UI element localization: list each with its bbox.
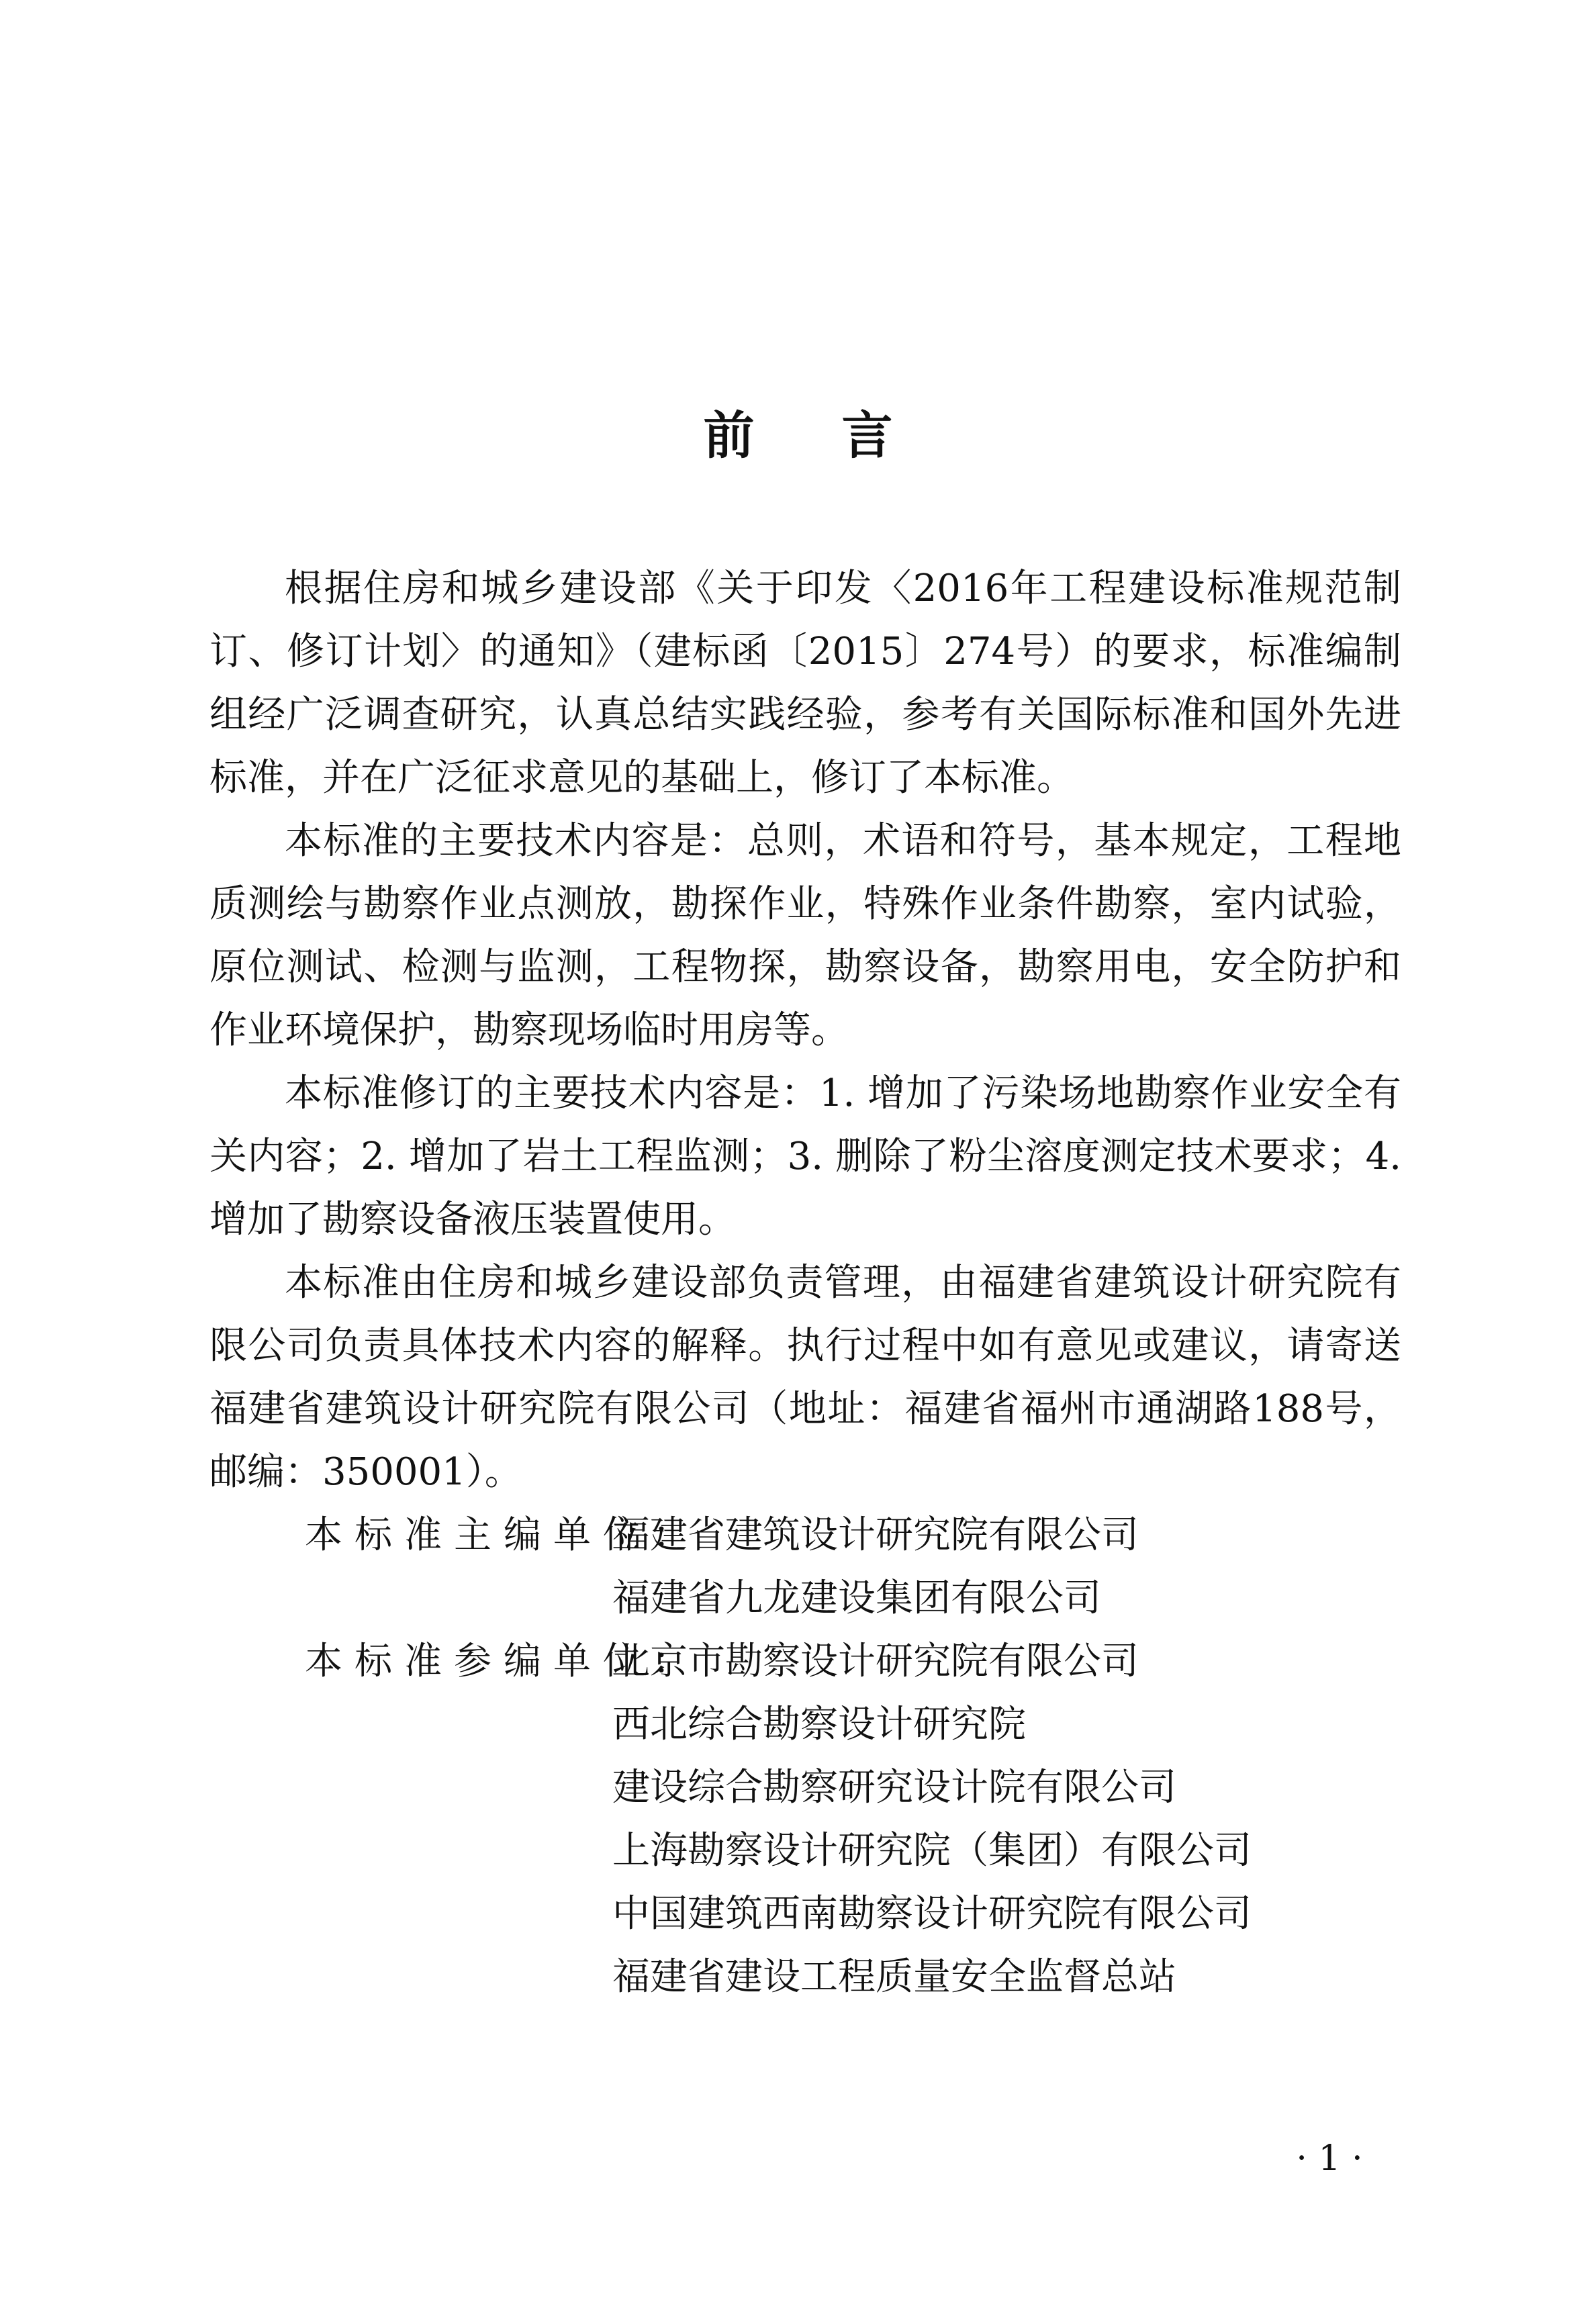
paragraph-revision-content: 本标准修订的主要技术内容是：1. 增加了污染场地勘察作业安全有关内容；2. 增加了岩土工程监测；3. 删除了粉尘溶度测定技术要求；4. 增加了勘察设备液压装置使用。 [209, 1072, 1401, 1241]
unit-item: 西北综合勘察设计研究院 [612, 1703, 1026, 1746]
unit-item: 北京市勘察设计研究院有限公司 [612, 1640, 1139, 1683]
unit-item: 上海勘察设计研究院（集团）有限公司 [612, 1829, 1252, 1873]
page-title: 前言 [703, 405, 980, 465]
chief-units [209, 1504, 1401, 1630]
drafting-units [209, 1504, 1401, 2009]
participating-units-label: 本标准参编单位： [305, 1640, 702, 1683]
participating-units-list [612, 1630, 1401, 2009]
unit-item: 福建省九龙建设集团有限公司 [612, 1576, 1101, 1620]
page-number: · 1 · [1296, 2138, 1363, 2179]
unit-item: 中国建筑西南勘察设计研究院有限公司 [612, 1892, 1252, 1936]
paragraph-basis: 根据住房和城乡建设部《关于印发〈2016年工程建设标准规范制订、修订计划〉的通知》（建标函〔2015〕274号）的要求，标准编制组经广泛调查研究，认真总结实践经验，参考有关国际标准和国外先进标准，并在广泛征求意见的基础上，修订了本标准。 [209, 567, 1401, 800]
participating-units [209, 1630, 1401, 2009]
chief-units-list [612, 1504, 1401, 1630]
preface-body [209, 557, 1401, 2009]
chief-units-label: 本标准主编单位： [305, 1513, 702, 1557]
unit-item: 福建省建设工程质量安全监督总站 [612, 1955, 1176, 1999]
unit-item: 福建省建筑设计研究院有限公司 [612, 1513, 1139, 1557]
paragraph-main-content: 本标准的主要技术内容是：总则，术语和符号，基本规定，工程地质测绘与勘察作业点测放，勘探作业，特殊作业条件勘察，室内试验，原位测试、检测与监测，工程物探，勘察设备，勘察用电，安全防护和作业环境保护，勘察现场临时用房等。 [209, 819, 1401, 1052]
unit-item: 建设综合勘察研究设计院有限公司 [612, 1766, 1176, 1809]
paragraph-management: 本标准由住房和城乡建设部负责管理，由福建省建筑设计研究院有限公司负责具体技术内容的解释。执行过程中如有意见或建议，请寄送福建省建筑设计研究院有限公司（地址：福建省福州市通湖路188号，邮编：350001）。 [209, 1261, 1401, 1494]
